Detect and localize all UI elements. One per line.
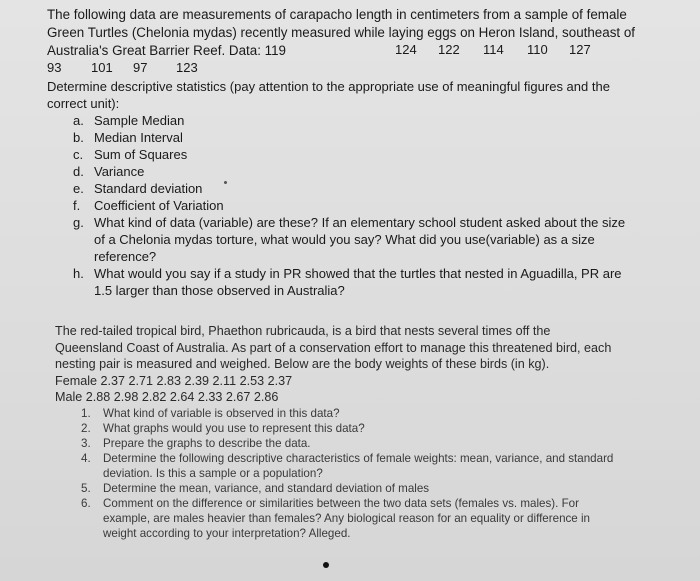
item-label: a.	[73, 113, 84, 128]
item-text: Standard deviation	[94, 181, 203, 196]
data-value: 110	[527, 42, 548, 57]
item-text: What graphs would you use to represent this data?	[103, 422, 365, 435]
item-label: f.	[73, 198, 81, 213]
item-number: 4.	[81, 452, 91, 465]
speck-dot	[224, 181, 227, 184]
list-item	[47, 163, 647, 180]
list-item	[47, 214, 647, 265]
item-text: Coefficient of Variation	[94, 198, 224, 213]
item-text: Median Interval	[94, 130, 183, 145]
list-item	[55, 481, 615, 496]
data-value: 123	[176, 60, 198, 75]
list-item	[47, 180, 647, 197]
data-value: 127	[569, 42, 591, 57]
problem1-intro-text: The following data are measurements of carapacho length in centimeters from a sample of female Green Turtles (Chelonia mydas) recently measured while laying eggs on Heron Island, southeast of Australia's Great Barrier Reef. Data: 119	[47, 7, 636, 58]
problem2-intro-text: The red-tailed tropical bird, Phaethon rubricauda, is a bird that nests several times off the Queensland Coast of Australia. As part of a conservation effort to manage this threatened bird, each nesting pair is measured and weighed. Below are the body weights of these birds (in kg).	[55, 324, 612, 371]
item-text: Determine the following descriptive characteristics of female weights: mean, variance, and standard deviation. Is this a sample or a population?	[103, 452, 614, 480]
data-value: 114	[483, 42, 504, 57]
data-value: 93	[47, 60, 62, 75]
item-number: 6.	[81, 497, 91, 510]
list-item	[47, 146, 647, 163]
list-item	[55, 406, 615, 421]
item-text: What would you say if a study in PR showed that the turtles that nested in Aguadilla, PR are 1.5 larger than those observed in Australia?	[94, 266, 622, 298]
item-label: d.	[73, 164, 84, 179]
list-item	[47, 197, 647, 214]
item-label: h.	[73, 266, 84, 281]
item-text: Comment on the difference or similarities between the two data sets (females vs. males). For example, are males heavier than females? Any biological reason for an equality or difference in weight according to your interpretation? Alleged.	[103, 497, 591, 540]
problem1-instruction: Determine descriptive statistics (pay attention to the appropriate use of meaningful figures and the correct unit):	[47, 79, 610, 111]
item-label: g.	[73, 215, 84, 230]
item-number: 5.	[81, 482, 91, 495]
data-value: 101	[91, 60, 113, 75]
problem2-intro	[55, 323, 615, 406]
problem2-question-list	[55, 406, 615, 541]
item-number: 2.	[81, 422, 91, 435]
data-value: 97	[133, 60, 148, 75]
item-text: Sample Median	[94, 113, 185, 128]
list-item	[55, 451, 615, 481]
list-item	[47, 112, 647, 129]
problem1-question-list	[47, 78, 647, 299]
list-item	[47, 265, 647, 299]
data-value: 122	[438, 42, 460, 57]
item-text: Variance	[94, 164, 145, 179]
item-text: Determine the mean, variance, and standard deviation of males	[103, 482, 430, 495]
list-item	[55, 496, 615, 541]
item-text: What kind of variable is observed in this data?	[103, 407, 340, 420]
bullet-dot	[323, 562, 329, 568]
item-label: b.	[73, 130, 84, 145]
item-number: 3.	[81, 437, 91, 450]
item-text: What kind of data (variable) are these? If an elementary school student asked about the size of a Chelonia mydas torture, what would you say? What did you use(variable) as a size reference?	[94, 215, 626, 264]
item-number: 1.	[81, 407, 91, 420]
male-weights: Male 2.88 2.98 2.82 2.64 2.33 2.67 2.86	[55, 390, 279, 404]
list-item	[47, 129, 647, 146]
list-item	[55, 421, 615, 436]
item-label: c.	[73, 147, 84, 162]
item-text: Prepare the graphs to describe the data.	[103, 437, 311, 450]
item-label: e.	[73, 181, 84, 196]
female-weights: Female 2.37 2.71 2.83 2.39 2.11 2.53 2.37	[55, 373, 293, 388]
list-item	[55, 436, 615, 451]
item-text: Sum of Squares	[94, 147, 188, 162]
data-value: 124	[395, 42, 417, 57]
